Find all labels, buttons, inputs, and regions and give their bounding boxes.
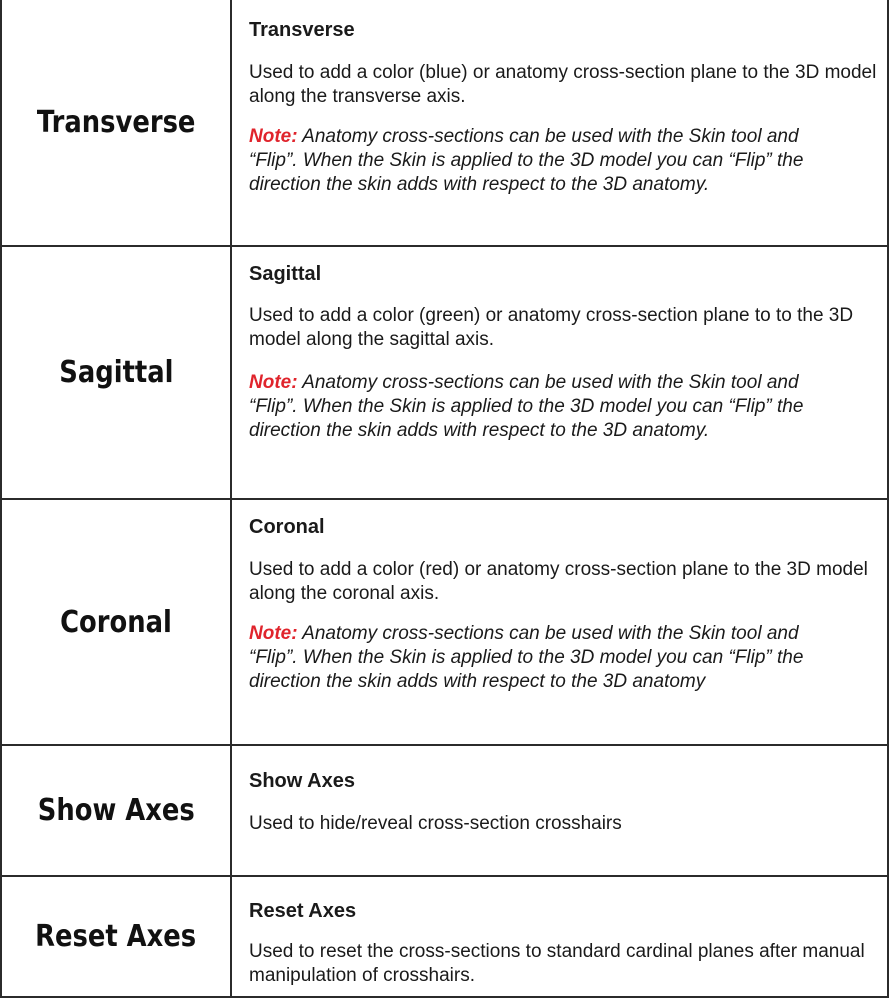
note-text: Anatomy cross-sections can be used with the Skin tool and “Flip”. When the Skin is applied to the 3D model you can “Flip” the direction the skin adds with respect to the 3D anatomy. (249, 126, 804, 195)
note-label: Note: (249, 623, 298, 644)
note-text: Anatomy cross-sections can be used with the Skin tool and “Flip”. When the Skin is applied to the 3D model you can “Flip” the direction the skin adds with respect to the 3D anatomy. (249, 372, 804, 441)
row-content-cell (249, 877, 877, 996)
row-title: Reset Axes (249, 900, 357, 922)
row-label: Show Axes (37, 793, 195, 828)
row-label-cell (2, 746, 232, 875)
row-description: Used to add a color (blue) or anatomy cross-section plane to the 3D model along the transverse axis. (249, 62, 877, 107)
row-label: Coronal (60, 604, 172, 640)
row-content-cell (249, 0, 877, 245)
row-label-cell (2, 0, 232, 245)
row-title: Coronal (249, 516, 325, 538)
row-note (249, 622, 849, 694)
row-description: Used to add a color (red) or anatomy cross-section plane to the 3D model along the coronal axis. (249, 559, 868, 604)
row-label: Sagittal (58, 355, 174, 390)
row-note (249, 371, 849, 443)
row-title: Transverse (249, 19, 355, 41)
row-content-cell (249, 247, 877, 498)
row-description: Used to add a color (green) or anatomy cross-section plane to to the 3D model along the sagittal axis. (249, 305, 854, 350)
row-label-cell (2, 877, 232, 996)
note-label: Note: (249, 372, 298, 393)
table-row-reset-axes (2, 877, 887, 996)
table-row-transverse (2, 0, 887, 247)
row-content-cell (249, 746, 877, 875)
row-title: Show Axes (249, 770, 355, 792)
row-description: Used to hide/reveal cross-section crosshairs (249, 813, 622, 834)
note-text: Anatomy cross-sections can be used with the Skin tool and “Flip”. When the Skin is applied to the 3D model you can “Flip” the direction the skin adds with respect to the 3D anatomy (249, 623, 804, 692)
table-row-sagittal (2, 247, 887, 500)
table-row-coronal (2, 500, 887, 746)
note-label: Note: (249, 126, 298, 147)
row-label-cell (2, 500, 232, 744)
row-description: Used to reset the cross-sections to standard cardinal planes after manual manipulation of crosshairs. (249, 941, 865, 986)
row-label-cell (2, 247, 232, 498)
row-title: Sagittal (249, 263, 322, 285)
row-label: Reset Axes (35, 919, 197, 954)
row-label: Transverse (36, 105, 196, 140)
row-note (249, 125, 849, 197)
table-row-show-axes (2, 746, 887, 877)
row-content-cell (249, 500, 877, 744)
